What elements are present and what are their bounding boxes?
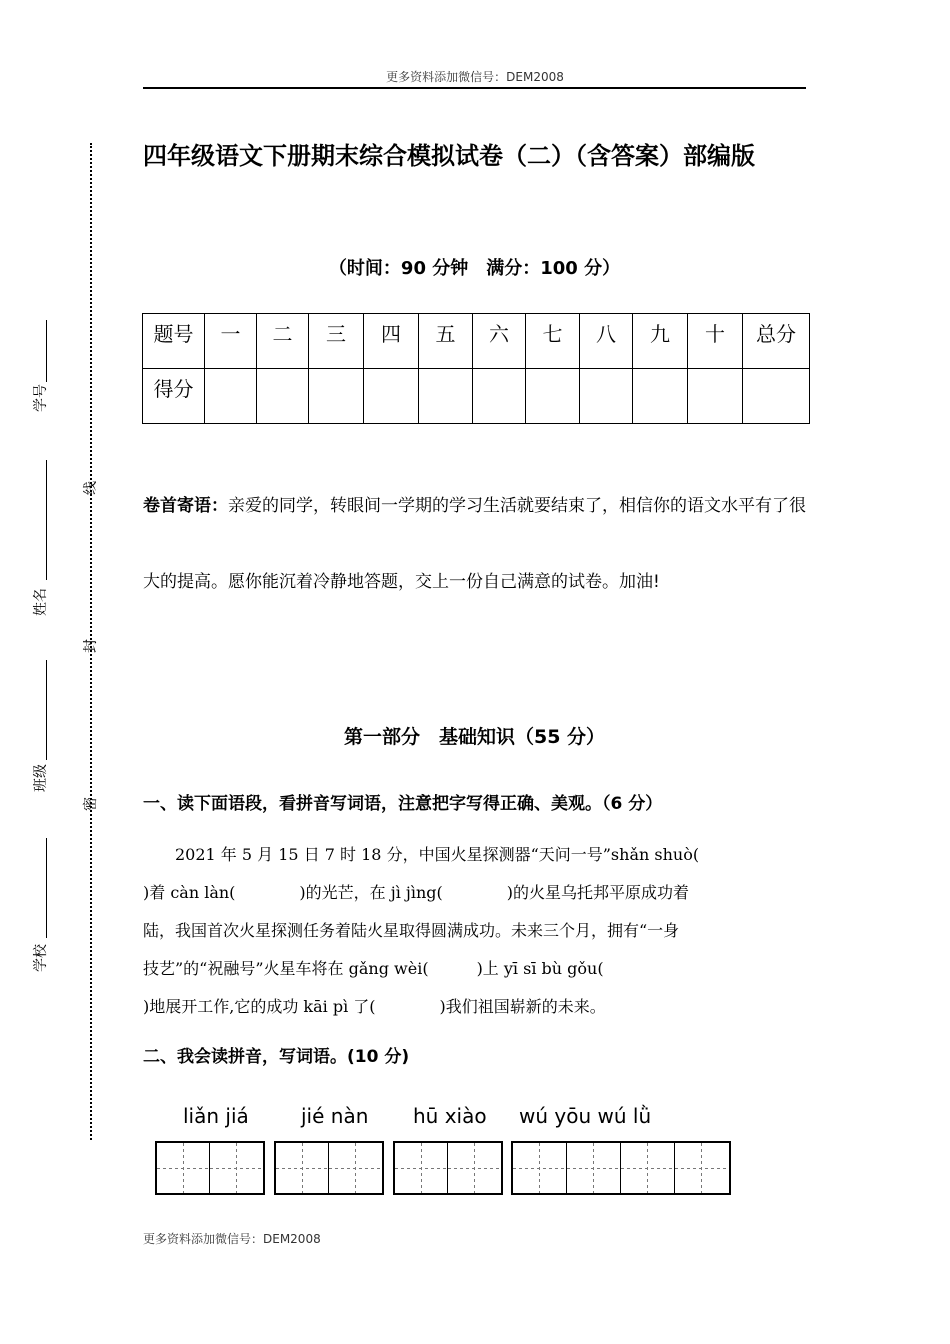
passage-line: 陆，我国首次火星探测任务着陆火星取得圆满成功。未来三个月，拥有“一身 xyxy=(143,921,680,940)
writing-cell[interactable] xyxy=(329,1143,382,1193)
question-2-title: 二、我会读拼音，写词语。(10 分) xyxy=(143,1047,410,1067)
writing-grid xyxy=(393,1141,503,1195)
score-cell[interactable] xyxy=(205,369,257,424)
score-table-header: 八 xyxy=(580,314,633,369)
pinyin-word: wú yōu wú lǜ xyxy=(519,1104,652,1128)
score-table-header: 一 xyxy=(205,314,257,369)
seal-char-secret: 密 xyxy=(83,797,99,811)
school-line xyxy=(46,838,47,938)
score-table-header-row xyxy=(143,314,810,369)
score-table-header: 九 xyxy=(633,314,688,369)
student-id-line xyxy=(46,320,47,382)
writing-cell[interactable] xyxy=(621,1143,675,1193)
writing-cell[interactable] xyxy=(395,1143,448,1193)
score-cell[interactable] xyxy=(688,369,743,424)
passage-line: 技艺”的“祝融号”火星车将在 gǎng wèi( )上 yī sī bù gǒu( xyxy=(143,959,604,978)
score-cell[interactable] xyxy=(364,369,419,424)
passage-line: )地展开工作,它的成功 kāi pì 了( )我们祖国崭新的未来。 xyxy=(143,997,606,1016)
passage-line: )着 càn làn( )的光芒，在 jì jìng( )的火星乌托邦平原成功着 xyxy=(143,883,690,902)
score-row-label: 得分 xyxy=(143,369,205,424)
student-id-label: 学号 xyxy=(33,384,49,412)
pinyin-word: jié nàn xyxy=(301,1104,369,1128)
class-line xyxy=(46,660,47,760)
intro-label: 卷首寄语： xyxy=(143,496,228,516)
seal-char-line: 线 xyxy=(83,481,99,495)
writing-cell[interactable] xyxy=(675,1143,729,1193)
score-table xyxy=(142,313,810,424)
seal-char-seal: 封 xyxy=(83,639,99,653)
question-1-passage xyxy=(143,836,808,1026)
header-rule xyxy=(143,87,806,89)
page-footer: 更多资料添加微信号：DEM2008 xyxy=(143,1232,321,1246)
page-header: 更多资料添加微信号：DEM2008 xyxy=(386,70,564,84)
exam-subtitle: （时间：90 分钟 满分：100 分） xyxy=(328,258,621,279)
intro-message xyxy=(143,468,808,620)
question-1-title: 一、读下面语段，看拼音写词语，注意把字写得正确、美观。（6 分） xyxy=(143,794,663,814)
pinyin-word: hū xiào xyxy=(413,1104,487,1128)
class-label: 班级 xyxy=(33,764,49,792)
pinyin-word: liǎn jiá xyxy=(183,1104,249,1128)
intro-text: 亲爱的同学，转眼间一学期的学习生活就要结束了，相信你的语文水平有了很大的提高。愿你能沉着冷静地答题，交上一份自己满意的试卷。加油! xyxy=(143,496,806,592)
writing-grid xyxy=(274,1141,384,1195)
score-table-header: 总分 xyxy=(743,314,810,369)
section-title: 第一部分 基础知识（55 分） xyxy=(343,726,606,748)
score-table-header: 四 xyxy=(364,314,419,369)
score-cell[interactable] xyxy=(580,369,633,424)
score-table-header: 二 xyxy=(257,314,309,369)
writing-grid xyxy=(155,1141,265,1195)
writing-grid xyxy=(511,1141,731,1195)
score-table-header: 七 xyxy=(526,314,580,369)
score-table-header: 六 xyxy=(473,314,526,369)
score-cell[interactable] xyxy=(526,369,580,424)
writing-cell[interactable] xyxy=(567,1143,621,1193)
writing-cell[interactable] xyxy=(210,1143,263,1193)
writing-cell[interactable] xyxy=(513,1143,567,1193)
passage-line: 2021 年 5 月 15 日 7 时 18 分，中国火星探测器“天问一号”shǎn shuò( xyxy=(143,845,700,864)
score-cell[interactable] xyxy=(473,369,526,424)
score-table-header: 五 xyxy=(419,314,473,369)
score-cell[interactable] xyxy=(633,369,688,424)
exam-title: 四年级语文下册期末综合模拟试卷（二）（含答案）部编版 xyxy=(143,142,755,170)
writing-cell[interactable] xyxy=(157,1143,210,1193)
score-table-header: 三 xyxy=(309,314,364,369)
school-label: 学校 xyxy=(33,944,49,972)
score-table-header: 题号 xyxy=(143,314,205,369)
writing-cell[interactable] xyxy=(448,1143,501,1193)
score-table-score-row xyxy=(143,369,810,424)
name-label: 姓名 xyxy=(33,588,49,616)
score-cell[interactable] xyxy=(257,369,309,424)
score-cell[interactable] xyxy=(743,369,810,424)
score-table-header: 十 xyxy=(688,314,743,369)
score-cell[interactable] xyxy=(419,369,473,424)
score-cell[interactable] xyxy=(309,369,364,424)
name-line xyxy=(46,460,47,580)
writing-cell[interactable] xyxy=(276,1143,329,1193)
